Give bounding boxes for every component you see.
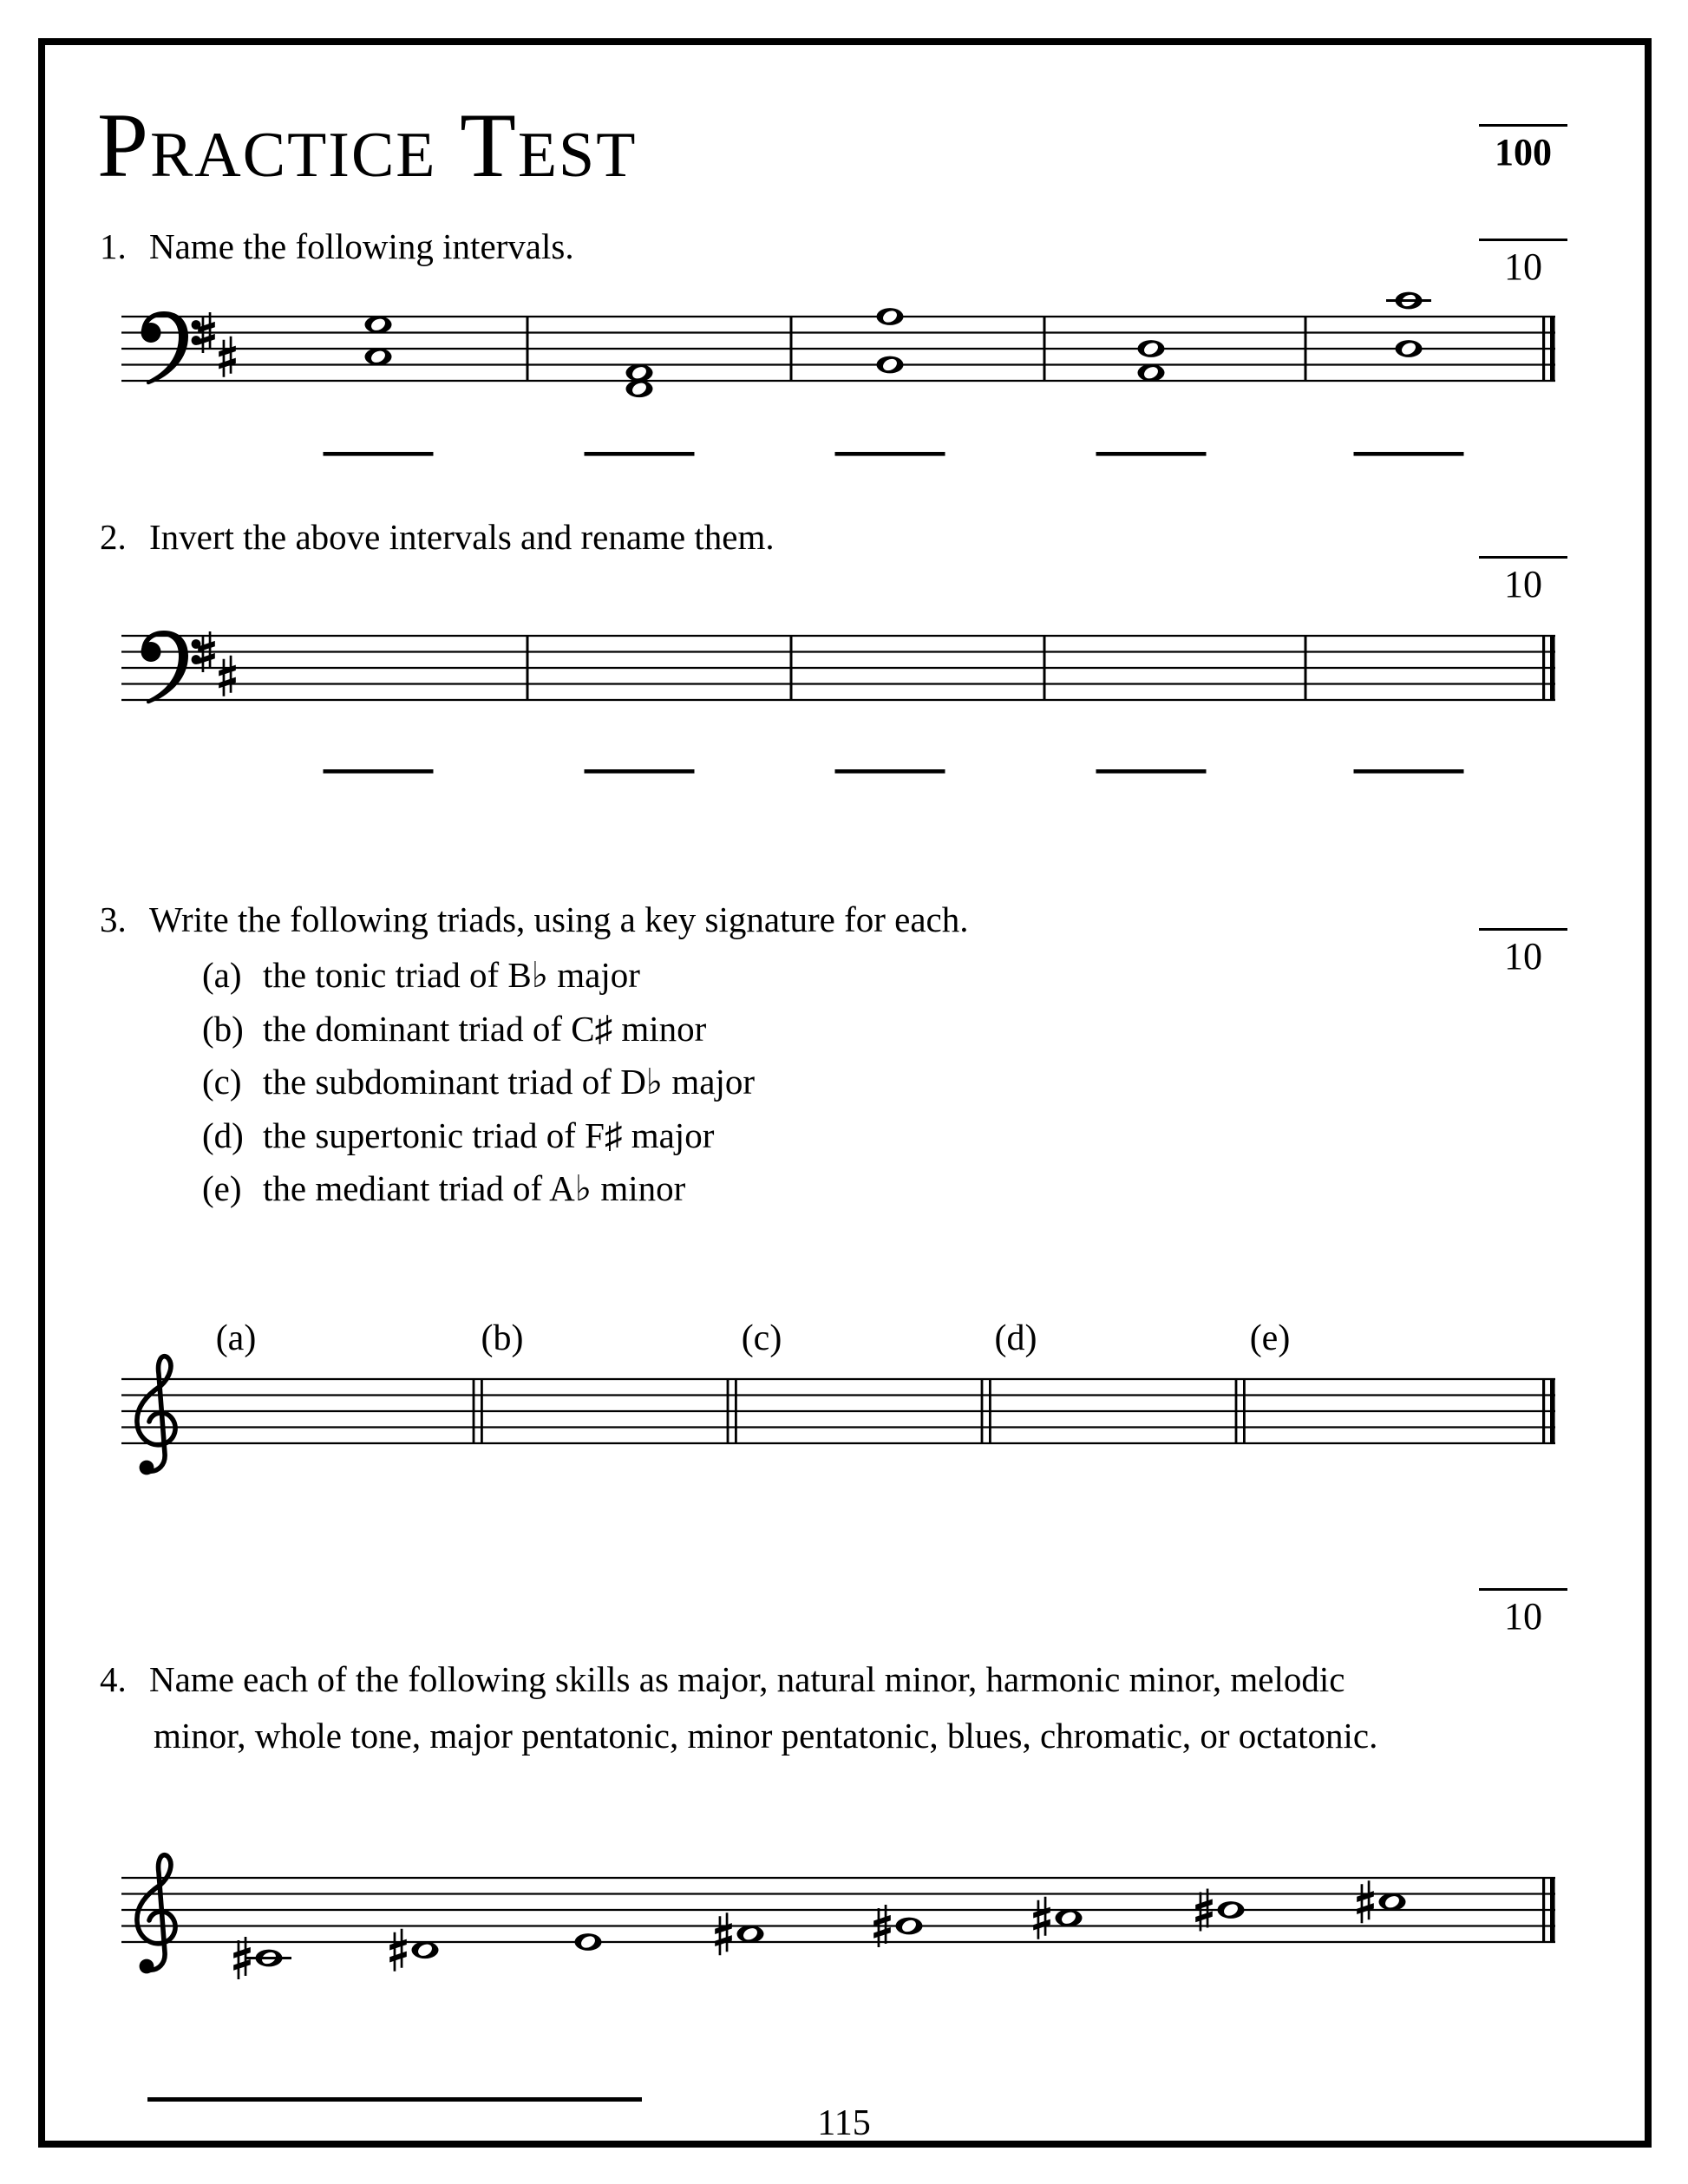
- page-number: 115: [817, 2103, 871, 2143]
- question-3-text: Write the following triads, using a key signature for each.: [149, 899, 969, 939]
- triad-item-text: the dominant triad of C♯ minor: [263, 1008, 707, 1049]
- triad-item-d: [202, 1109, 755, 1163]
- interval-whole-notes: [365, 316, 392, 365]
- barline: [790, 636, 793, 700]
- question-4-line1: [100, 1651, 1377, 1708]
- section-label: (a): [215, 1318, 257, 1358]
- triad-item-label: (c): [202, 1062, 242, 1102]
- interval-whole-notes: [1138, 340, 1165, 382]
- interval-whole-notes: [877, 308, 904, 373]
- triad-item-label: (e): [202, 1168, 242, 1208]
- barline: [527, 317, 529, 381]
- answer-blank: [1354, 769, 1464, 774]
- triad-item-b: [202, 1003, 755, 1056]
- question-2: [100, 516, 775, 558]
- question-4-text-line2: minor, whole tone, major pentatonic, minor pentatonic, blues, chromatic, or octatonic.: [154, 1716, 1378, 1756]
- question-4-text-line1: Name each of the following skills as major, natural minor, harmonic minor, melodic: [149, 1659, 1345, 1699]
- page-title: Practice Test: [97, 95, 638, 196]
- scale-note-Ds4: [389, 1929, 438, 1971]
- double-barline: [481, 1379, 483, 1443]
- triad-item-text: the supertonic triad of F♯ major: [263, 1115, 715, 1155]
- section-label: (e): [1249, 1318, 1291, 1358]
- scale-note-E4: [575, 1933, 602, 1951]
- score-q3-staff-blank: [1479, 1588, 1567, 1636]
- answer-blank: [324, 452, 434, 456]
- scale-note-Fs4: [715, 1913, 763, 1955]
- scale-note-Cs5: [1357, 1880, 1405, 1923]
- answer-blank: [835, 452, 945, 456]
- answer-blank: [585, 769, 695, 774]
- final-barline: [1550, 1878, 1555, 1942]
- triad-item-a: [202, 949, 755, 1003]
- treble-clef-icon: [137, 1855, 175, 1974]
- question-4: [100, 1651, 1377, 1764]
- q4-answer-line: [147, 2097, 642, 2102]
- score-q3-value: 10: [1504, 935, 1542, 978]
- triad-item-text: the subdominant triad of D♭ major: [263, 1062, 756, 1102]
- triad-item-c: [202, 1056, 755, 1109]
- q1-interval-staff: [0, 278, 1688, 475]
- score-q2-value: 10: [1504, 563, 1542, 605]
- question-3: [100, 899, 968, 940]
- score-q1-value: 10: [1504, 245, 1542, 288]
- answer-blank: [1354, 452, 1464, 456]
- q2-inversion-staff: [0, 598, 1688, 788]
- key-signature-sharp-icon: [219, 656, 236, 696]
- score-total-blank: [1479, 124, 1567, 172]
- triad-item-label: (a): [202, 955, 242, 995]
- score-q3-staff-value: 10: [1504, 1595, 1542, 1638]
- final-barline: [1550, 317, 1555, 381]
- final-barline: [1550, 1379, 1555, 1443]
- triad-item-list: [202, 949, 755, 1216]
- score-q2-blank: [1479, 556, 1567, 604]
- barline: [1044, 636, 1046, 700]
- answer-blank: [1096, 452, 1207, 456]
- answer-blank: [1096, 769, 1207, 774]
- answer-blank: [835, 769, 945, 774]
- scale-note-As4: [1033, 1897, 1082, 1939]
- section-label: (d): [994, 1318, 1037, 1358]
- question-1-number: 1.: [100, 226, 127, 266]
- section-label: (c): [741, 1318, 782, 1358]
- double-barline: [735, 1379, 737, 1443]
- answer-blank: [585, 452, 695, 456]
- q3-triad-staff: [0, 1308, 1688, 1483]
- q4-scale-staff: [0, 1811, 1688, 1995]
- triad-item-text: the tonic triad of B♭ major: [263, 955, 640, 995]
- barline: [1305, 636, 1307, 700]
- double-barline: [1243, 1379, 1246, 1443]
- question-1: [100, 226, 574, 267]
- triad-item-text: the mediant triad of A♭ minor: [263, 1168, 686, 1208]
- triad-item-label: (b): [202, 1008, 244, 1049]
- section-label: (b): [481, 1318, 524, 1358]
- question-4-number: 4.: [100, 1659, 127, 1699]
- barline: [1305, 317, 1307, 381]
- score-total-value: 100: [1495, 131, 1552, 173]
- final-barline: [1550, 636, 1555, 700]
- double-barline: [989, 1379, 991, 1443]
- barline: [527, 636, 529, 700]
- question-2-text: Invert the above intervals and rename them.: [149, 517, 775, 557]
- barline: [790, 317, 793, 381]
- barline: [1044, 317, 1046, 381]
- triad-item-label: (d): [202, 1115, 244, 1155]
- question-2-number: 2.: [100, 517, 127, 557]
- key-signature-sharp-icon: [219, 337, 236, 377]
- triad-item-e: [202, 1162, 755, 1216]
- score-q3-blank: [1479, 928, 1567, 976]
- treble-clef-icon: [137, 1357, 175, 1475]
- question-3-number: 3.: [100, 899, 127, 939]
- question-1-text: Name the following intervals.: [149, 226, 574, 266]
- answer-blank: [324, 769, 434, 774]
